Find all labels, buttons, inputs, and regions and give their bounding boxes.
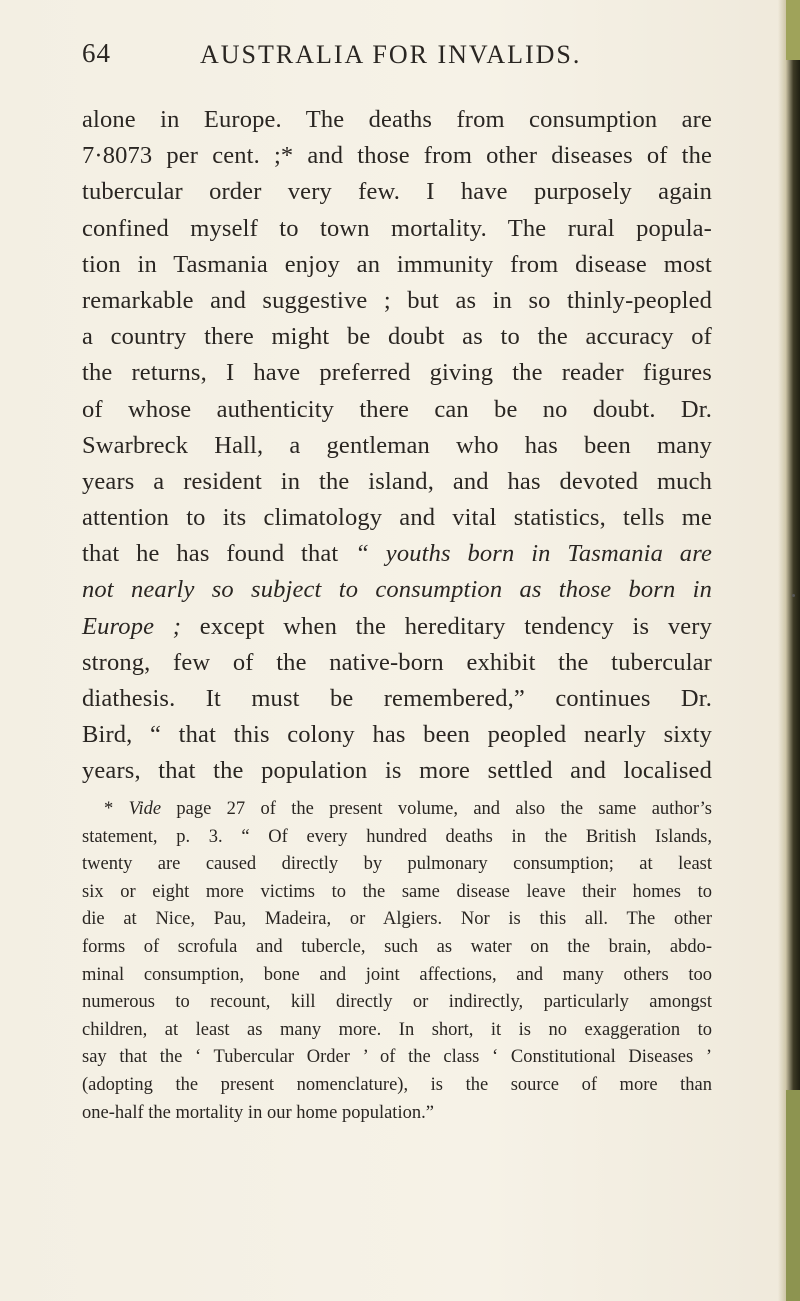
page-edge-mark: [786, 1090, 800, 1301]
ink-speck: [792, 594, 795, 597]
footnote-line: forms of scrofula and tubercle, such as water on the brain, abdo-: [82, 936, 712, 957]
footnote-marker: *: [104, 799, 129, 819]
footnote-line: die at Nice, Pau, Madeira, or Algiers. Nor is this all. The other: [82, 909, 712, 930]
footnote-line: [82, 796, 712, 824]
text-line: attention to its climatology and vital statistics, tells me: [82, 504, 712, 532]
page-header: [82, 38, 740, 78]
text-line: a country there might be doubt as to the accuracy of: [82, 323, 712, 351]
body-text: [82, 102, 712, 790]
text-line: strong, few of the native-born exhibit the tubercular: [82, 648, 712, 676]
footnote-text: page 27 of the present volume, and also the same author’s: [161, 799, 713, 819]
text-line: tion in Tasmania enjoy an immunity from disease most: [82, 250, 712, 278]
italic-quote: “ youths born in Tasmania are: [355, 540, 712, 568]
text-line-mixed: [82, 536, 712, 572]
text-line: 7·8073 per cent. ;* and those from other diseases of the: [82, 142, 712, 170]
footnote-line: statement, p. 3. “ Of every hundred deaths in the British Islands,: [82, 826, 712, 847]
running-head: AUSTRALIA FOR INVALIDS.: [200, 40, 582, 69]
footnote-line: say that the ‘ Tubercular Order ’ of the class ‘ Constitutional Diseases ’: [82, 1047, 712, 1068]
text-line: remarkable and suggestive ; but as in so thinly-peopled: [82, 286, 712, 314]
italic-quote: not nearly so subject to consumption as those born in: [82, 576, 712, 604]
page-number: 64: [82, 38, 111, 68]
text-run: that he has found that: [82, 540, 339, 568]
text-line: confined myself to town mortality. The rural popula-: [82, 214, 712, 242]
footnote-vide: Vide: [128, 799, 162, 819]
text-line-mixed: [82, 609, 712, 645]
text-line: years a resident in the island, and has devoted much: [82, 467, 712, 495]
footnote-line: one-half the mortality in our home population.”: [82, 1102, 434, 1123]
footnote-line: minal consumption, bone and joint affections, and many others too: [82, 964, 712, 985]
text-run: except when the hereditary tendency is very: [181, 612, 712, 640]
footnote-line: six or eight more victims to the same disease leave their homes to: [82, 881, 712, 902]
text-line: tubercular order very few. I have purposely again: [82, 178, 712, 206]
footnote-line: numerous to recount, kill directly or indirectly, particularly amongst: [82, 992, 712, 1013]
text-line: the returns, I have preferred giving the reader figures: [82, 359, 712, 387]
text-line: alone in Europe. The deaths from consumption are: [82, 106, 712, 133]
text-line: diathesis. It must be remembered,” continues Dr.: [82, 685, 712, 712]
footnote: [82, 796, 712, 1127]
italic-quote: Europe ;: [82, 612, 182, 640]
text-line: Bird, “ that this colony has been peopled nearly sixty: [82, 721, 712, 749]
footnote-line: children, at least as many more. In short, it is no exaggeration to: [82, 1019, 712, 1040]
text-line-italic: [82, 572, 712, 608]
footnote-line: twenty are caused directly by pulmonary consumption; at least: [82, 854, 712, 875]
text-line: years, that the population is more settled and localised: [82, 757, 712, 785]
page-edge-mark: [786, 0, 800, 60]
text-line: Swarbreck Hall, a gentleman who has been many: [82, 431, 712, 459]
text-line: of whose authenticity there can be no doubt. Dr.: [82, 395, 712, 423]
footnote-line: (adopting the present nomenclature), is the source of more than: [82, 1074, 712, 1095]
